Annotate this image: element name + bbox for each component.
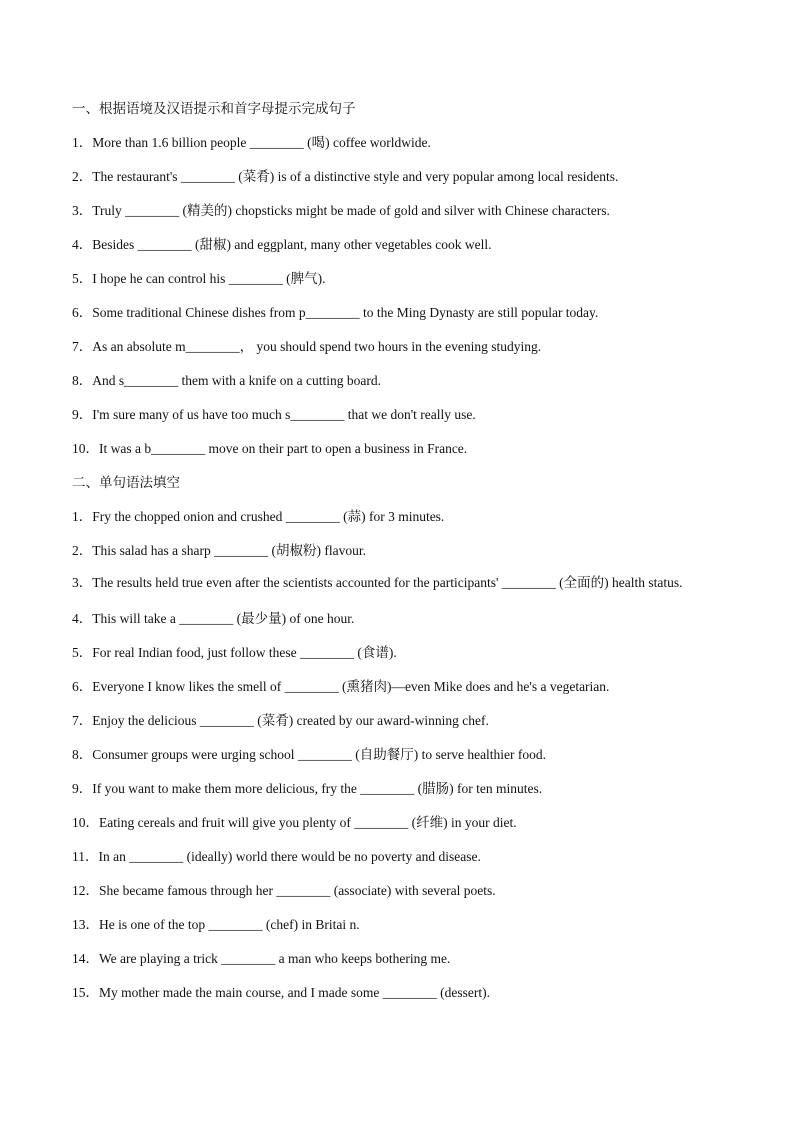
question-number: 8． — [72, 747, 93, 762]
question-item — [72, 432, 722, 466]
question-number: 11． — [72, 849, 99, 864]
question-text: In an ________ (ideally) world there would be no poverty and disease. — [98, 849, 481, 864]
question-text: Eating cereals and fruit will give you plenty of ________ (纤维) in your diet. — [99, 815, 517, 830]
question-number: 13． — [72, 917, 99, 932]
question-text: Truly ________ (精美的) chopsticks might be made of gold and silver with Chinese characters. — [92, 203, 610, 218]
question-number: 6． — [72, 679, 93, 694]
question-text: Everyone I know likes the smell of ________ (熏猪肉)—even Mike does and he's a vegetarian. — [92, 679, 610, 694]
question-text: If you want to make them more delicious, fry the ________ (腊肠) for ten minutes. — [92, 781, 543, 796]
question-number: 9． — [72, 407, 93, 422]
question-item — [72, 194, 722, 228]
question-item — [72, 126, 722, 160]
question-number: 8． — [72, 373, 93, 388]
question-number: 15． — [72, 985, 99, 1000]
section-1-list — [72, 126, 722, 466]
question-number: 5． — [72, 271, 93, 286]
question-text: The results held true even after the scientists accounted for the participants' ________ (全面的) health status. — [92, 575, 683, 590]
question-number: 10． — [72, 441, 99, 456]
question-item — [72, 160, 722, 194]
question-item — [72, 670, 722, 704]
question-text: This salad has a sharp ________ (胡椒粉) flavour. — [92, 543, 366, 558]
question-number: 3． — [72, 575, 93, 590]
question-number: 9． — [72, 781, 93, 796]
question-item — [72, 874, 722, 908]
question-text: More than 1.6 billion people ________ (喝) coffee worldwide. — [92, 135, 431, 150]
question-item — [72, 262, 722, 296]
section-2-list — [72, 500, 722, 1010]
question-text: She became famous through her ________ (associate) with several poets. — [99, 883, 496, 898]
question-item — [72, 228, 722, 262]
question-number: 6． — [72, 305, 93, 320]
question-text: I'm sure many of us have too much s________ that we don't really use. — [92, 407, 476, 422]
question-text: We are playing a trick ________ a man who keeps bothering me. — [99, 951, 451, 966]
question-item — [72, 908, 722, 942]
question-item — [72, 330, 722, 364]
question-item — [72, 772, 722, 806]
question-number: 14． — [72, 951, 99, 966]
question-text: Consumer groups were urging school ________ (自助餐厅) to serve healthier food. — [92, 747, 547, 762]
question-item — [72, 840, 722, 874]
question-item — [72, 806, 722, 840]
question-item — [72, 602, 722, 636]
question-text: As an absolute m________， you should spend two hours in the evening studying. — [92, 339, 542, 354]
question-number: 7． — [72, 713, 93, 728]
question-number: 12． — [72, 883, 99, 898]
worksheet-page — [72, 92, 722, 1010]
question-text: This will take a ________ (最少量) of one hour. — [92, 611, 355, 626]
question-text: For real Indian food, just follow these ________ (食谱). — [92, 645, 397, 660]
question-number: 4． — [72, 237, 93, 252]
question-number: 10． — [72, 815, 99, 830]
question-item — [72, 636, 722, 670]
question-item — [72, 364, 722, 398]
question-number: 7． — [72, 339, 93, 354]
question-number: 1． — [72, 135, 93, 150]
section-2-title: 二、单句语法填空 — [72, 475, 180, 491]
question-text: The restaurant's ________ (菜肴) is of a distinctive style and very popular among local residents. — [92, 169, 619, 184]
question-item — [72, 704, 722, 738]
question-text: Fry the chopped onion and crushed ________ (蒜) for 3 minutes. — [92, 509, 445, 524]
question-item — [72, 296, 722, 330]
question-text: Some traditional Chinese dishes from p________ to the Ming Dynasty are still popular today. — [92, 305, 599, 320]
question-text: And s________ them with a knife on a cutting board. — [92, 373, 381, 388]
question-item — [72, 738, 722, 772]
question-number: 2． — [72, 543, 93, 558]
question-item — [72, 976, 722, 1010]
question-text: He is one of the top ________ (chef) in Britai n. — [99, 917, 360, 932]
question-item — [72, 568, 722, 602]
question-item — [72, 398, 722, 432]
question-number: 2． — [72, 169, 93, 184]
question-number: 5． — [72, 645, 93, 660]
question-number: 1． — [72, 509, 93, 524]
question-number: 4． — [72, 611, 93, 626]
question-item — [72, 534, 722, 568]
question-text: Besides ________ (甜椒) and eggplant, many other vegetables cook well. — [92, 237, 492, 252]
question-text: My mother made the main course, and I made some ________ (dessert). — [99, 985, 491, 1000]
section-1-title: 一、根据语境及汉语提示和首字母提示完成句子 — [72, 101, 356, 117]
question-number: 3． — [72, 203, 93, 218]
question-item — [72, 942, 722, 976]
question-item — [72, 500, 722, 534]
question-text: Enjoy the delicious ________ (菜肴) created by our award-winning chef. — [92, 713, 489, 728]
question-text: It was a b________ move on their part to open a business in France. — [99, 441, 468, 456]
question-text: I hope he can control his ________ (脾气). — [92, 271, 326, 286]
